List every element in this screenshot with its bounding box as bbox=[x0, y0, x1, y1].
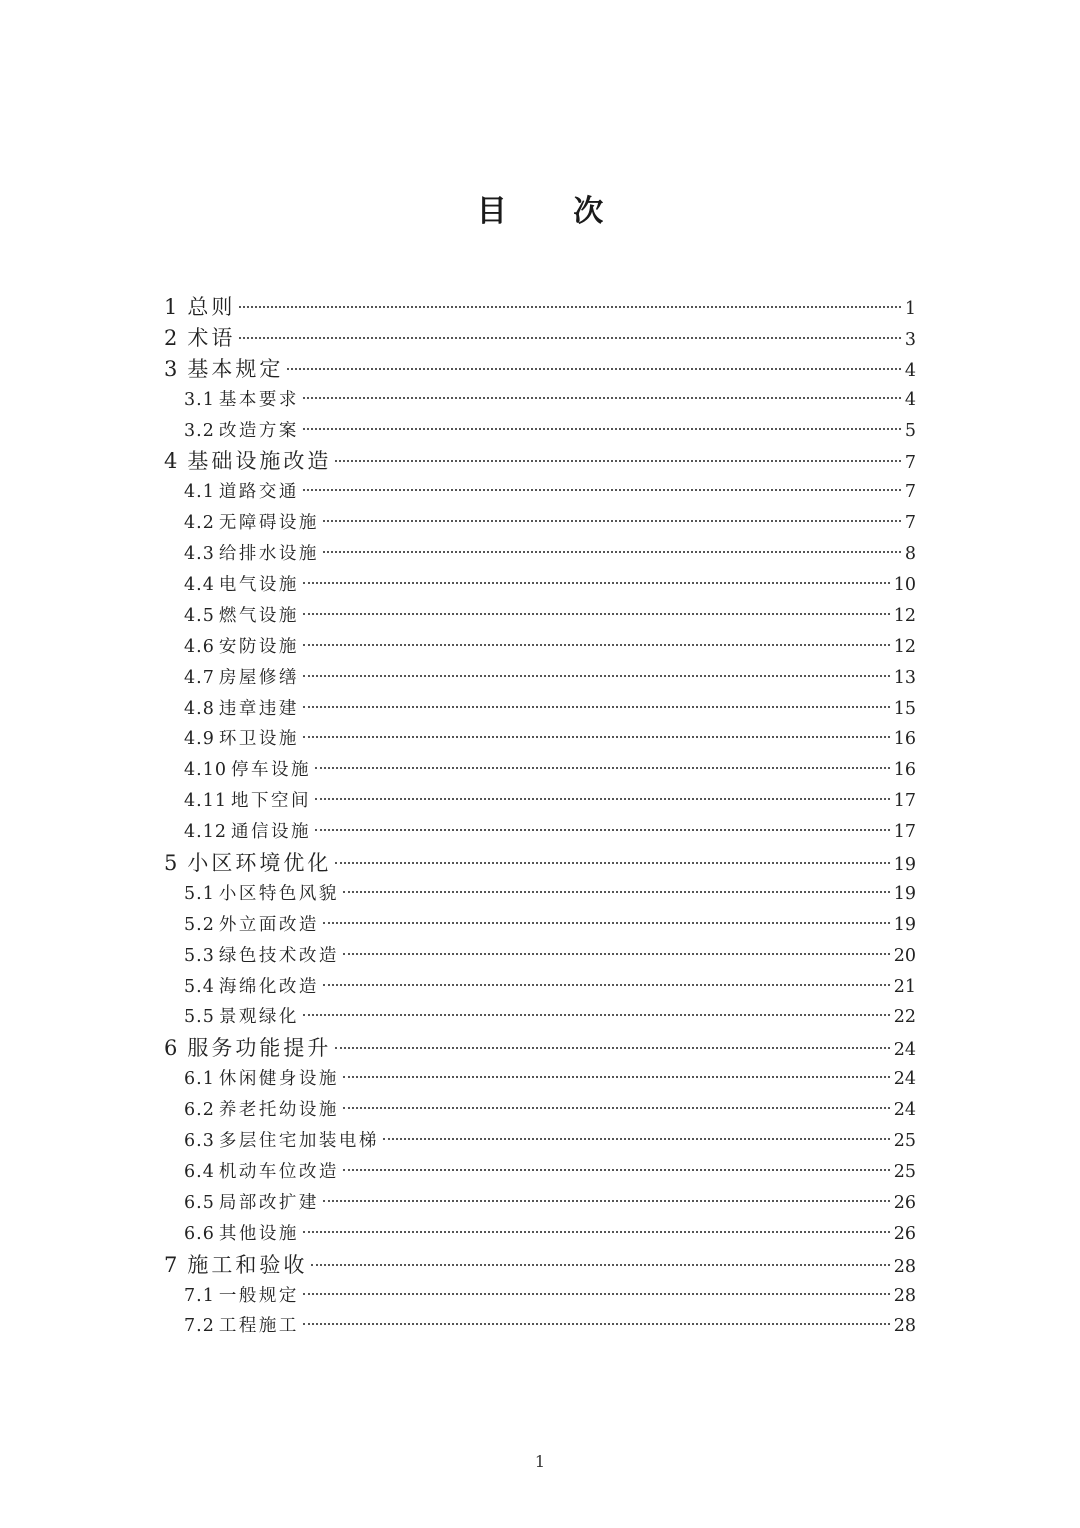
toc-entry-number: 7 bbox=[164, 1252, 178, 1277]
toc-dot-leader bbox=[303, 1014, 890, 1016]
table-of-contents bbox=[164, 292, 916, 1342]
toc-dot-leader bbox=[303, 1231, 890, 1233]
toc-entry-title: 基本规定 bbox=[187, 356, 284, 381]
toc-dot-leader bbox=[303, 397, 901, 399]
toc-entry-number: 1 bbox=[164, 295, 178, 319]
toc-entry-number: 4.4 bbox=[184, 575, 215, 596]
toc-entry-page: 20 bbox=[893, 945, 916, 966]
toc-entry-number: 4.10 bbox=[184, 760, 227, 781]
toc-dot-leader bbox=[315, 829, 890, 831]
toc-entry-page: 8 bbox=[904, 544, 916, 565]
toc-entry-title: 房屋修缮 bbox=[218, 667, 299, 688]
toc-dot-leader bbox=[303, 675, 890, 677]
toc-entry[interactable] bbox=[164, 1126, 916, 1157]
toc-entry-title: 海绵化改造 bbox=[218, 976, 319, 997]
toc-entry-title: 养老托幼设施 bbox=[218, 1100, 339, 1121]
toc-entry-title: 道路交通 bbox=[218, 482, 299, 503]
toc-entry-title: 通信设施 bbox=[230, 822, 311, 843]
toc-entry-number: 2 bbox=[164, 325, 178, 350]
toc-entry-number: 4.11 bbox=[184, 791, 227, 812]
toc-entry-page: 28 bbox=[893, 1316, 916, 1337]
toc-entry-title: 局部改扩建 bbox=[218, 1192, 319, 1213]
toc-entry[interactable] bbox=[164, 323, 916, 354]
toc-dot-leader bbox=[323, 551, 901, 553]
toc-dot-leader bbox=[343, 1076, 890, 1078]
toc-entry-title: 其他设施 bbox=[218, 1223, 299, 1244]
toc-entry-number: 4.7 bbox=[184, 667, 215, 688]
toc-entry-page: 16 bbox=[893, 729, 916, 750]
toc-dot-leader bbox=[343, 953, 890, 955]
toc-dot-leader bbox=[343, 1107, 890, 1109]
toc-entry-page: 12 bbox=[893, 605, 916, 626]
toc-entry-page: 7 bbox=[904, 513, 916, 534]
toc-entry[interactable] bbox=[164, 446, 916, 477]
toc-dot-leader bbox=[343, 891, 890, 893]
toc-entry-title: 服务功能提升 bbox=[187, 1036, 332, 1061]
toc-entry-page: 15 bbox=[893, 698, 916, 719]
toc-entry[interactable] bbox=[164, 1095, 916, 1126]
toc-entry-page: 28 bbox=[893, 1285, 916, 1306]
toc-dot-leader bbox=[303, 1293, 890, 1295]
toc-dot-leader bbox=[303, 489, 901, 491]
toc-entry-title: 无障碍设施 bbox=[218, 513, 319, 534]
toc-entry-title: 休闲健身设施 bbox=[218, 1069, 339, 1090]
toc-entry[interactable] bbox=[164, 755, 916, 786]
toc-entry[interactable] bbox=[164, 601, 916, 632]
toc-entry[interactable] bbox=[164, 786, 916, 817]
toc-entry-number: 5.4 bbox=[184, 976, 215, 997]
toc-dot-leader bbox=[315, 767, 890, 769]
toc-entry-page: 25 bbox=[893, 1161, 916, 1182]
toc-entry-title: 总则 bbox=[187, 295, 236, 319]
toc-entry[interactable] bbox=[164, 539, 916, 570]
toc-entry[interactable] bbox=[164, 941, 916, 972]
toc-entry-number: 6.1 bbox=[184, 1069, 215, 1090]
toc-entry-title: 景观绿化 bbox=[218, 1007, 299, 1028]
toc-dot-leader bbox=[323, 922, 890, 924]
toc-entry-number: 3.2 bbox=[184, 420, 215, 441]
toc-entry-title: 基本要求 bbox=[218, 389, 299, 410]
toc-entry-title: 一般规定 bbox=[218, 1285, 299, 1306]
toc-entry-title: 改造方案 bbox=[218, 420, 299, 441]
toc-entry[interactable] bbox=[164, 817, 916, 848]
toc-entry-number: 4.1 bbox=[184, 482, 215, 503]
toc-entry-number: 5.3 bbox=[184, 945, 215, 966]
toc-entry-number: 6.2 bbox=[184, 1100, 215, 1121]
toc-dot-leader bbox=[323, 984, 890, 986]
toc-entry-number: 7.1 bbox=[184, 1285, 215, 1306]
toc-entry-number: 6 bbox=[164, 1036, 178, 1061]
toc-dot-leader bbox=[383, 1138, 890, 1140]
toc-entry-title: 机动车位改造 bbox=[218, 1161, 339, 1182]
toc-entry[interactable] bbox=[164, 508, 916, 539]
toc-entry[interactable] bbox=[164, 385, 916, 416]
page-title: 目 次 bbox=[476, 194, 632, 229]
toc-entry-number: 5.1 bbox=[184, 883, 215, 904]
toc-entry-page: 3 bbox=[904, 329, 916, 350]
toc-entry[interactable] bbox=[164, 570, 916, 601]
toc-entry[interactable] bbox=[164, 848, 916, 879]
toc-entry-number: 5.2 bbox=[184, 914, 215, 935]
toc-entry-number: 4.5 bbox=[184, 605, 215, 626]
toc-entry-title: 工程施工 bbox=[218, 1316, 299, 1337]
toc-entry-title: 停车设施 bbox=[230, 760, 311, 781]
toc-entry[interactable] bbox=[164, 724, 916, 755]
toc-entry[interactable] bbox=[164, 1064, 916, 1095]
toc-entry-title: 多层住宅加装电梯 bbox=[218, 1131, 379, 1152]
toc-dot-leader bbox=[239, 306, 900, 308]
toc-entry-page: 19 bbox=[893, 914, 916, 935]
toc-entry[interactable] bbox=[164, 477, 916, 508]
toc-entry-title: 小区环境优化 bbox=[187, 851, 332, 876]
toc-entry[interactable] bbox=[164, 292, 916, 323]
toc-entry-title: 小区特色风貌 bbox=[218, 883, 339, 904]
toc-entry[interactable] bbox=[164, 694, 916, 725]
toc-entry-page: 10 bbox=[893, 575, 916, 596]
toc-dot-leader bbox=[287, 368, 900, 370]
toc-entry-title: 燃气设施 bbox=[218, 605, 299, 626]
toc-entry-page: 26 bbox=[893, 1223, 916, 1244]
toc-entry[interactable] bbox=[164, 1157, 916, 1188]
toc-entry-number: 5.5 bbox=[184, 1007, 215, 1028]
toc-entry[interactable] bbox=[164, 1219, 916, 1250]
toc-entry[interactable] bbox=[164, 416, 916, 447]
toc-entry[interactable] bbox=[164, 910, 916, 941]
toc-dot-leader bbox=[303, 736, 890, 738]
toc-entry-title: 安防设施 bbox=[218, 636, 299, 657]
toc-entry-page: 5 bbox=[904, 420, 916, 441]
toc-entry[interactable] bbox=[164, 972, 916, 1003]
toc-entry-number: 4.9 bbox=[184, 729, 215, 750]
toc-dot-leader bbox=[303, 428, 901, 430]
toc-entry-number: 3 bbox=[164, 356, 178, 381]
toc-entry-page: 25 bbox=[893, 1131, 916, 1152]
toc-dot-leader bbox=[335, 1047, 889, 1049]
toc-entry-number: 6.3 bbox=[184, 1131, 215, 1152]
toc-entry[interactable] bbox=[164, 354, 916, 385]
toc-entry-number: 7.2 bbox=[184, 1316, 215, 1337]
toc-entry[interactable] bbox=[164, 1002, 916, 1033]
toc-dot-leader bbox=[343, 1169, 890, 1171]
toc-entry[interactable] bbox=[164, 663, 916, 694]
toc-entry-page: 7 bbox=[904, 453, 916, 474]
toc-entry[interactable] bbox=[164, 632, 916, 663]
toc-dot-leader bbox=[239, 337, 900, 339]
toc-entry-number: 3.1 bbox=[184, 389, 215, 410]
toc-entry-number: 4 bbox=[164, 449, 178, 474]
toc-dot-leader bbox=[303, 706, 890, 708]
toc-entry[interactable] bbox=[164, 879, 916, 910]
toc-dot-leader bbox=[303, 582, 890, 584]
toc-entry-page: 28 bbox=[893, 1256, 916, 1277]
toc-entry-page: 22 bbox=[893, 1007, 916, 1028]
toc-entry[interactable] bbox=[164, 1188, 916, 1219]
toc-dot-leader bbox=[303, 613, 890, 615]
toc-entry-number: 5 bbox=[164, 851, 178, 876]
toc-entry-title: 违章违建 bbox=[218, 698, 299, 719]
toc-entry-page: 17 bbox=[893, 822, 916, 843]
toc-entry-page: 19 bbox=[893, 855, 916, 876]
toc-entry[interactable] bbox=[164, 1250, 916, 1281]
toc-entry-page: 19 bbox=[893, 883, 916, 904]
toc-dot-leader bbox=[303, 1323, 890, 1325]
toc-entry-page: 24 bbox=[893, 1040, 916, 1061]
toc-entry-page: 24 bbox=[893, 1069, 916, 1090]
toc-entry-page: 16 bbox=[893, 760, 916, 781]
toc-entry-title: 电气设施 bbox=[218, 575, 299, 596]
page-number: 1 bbox=[534, 1452, 546, 1471]
toc-entry-title: 施工和验收 bbox=[187, 1252, 308, 1277]
toc-entry-page: 17 bbox=[893, 791, 916, 812]
toc-entry-number: 4.8 bbox=[184, 698, 215, 719]
toc-dot-leader bbox=[335, 862, 889, 864]
toc-entry[interactable] bbox=[164, 1311, 916, 1342]
toc-entry-title: 绿色技术改造 bbox=[218, 945, 339, 966]
toc-entry-title: 环卫设施 bbox=[218, 729, 299, 750]
toc-entry-number: 4.3 bbox=[184, 544, 215, 565]
toc-entry-number: 6.4 bbox=[184, 1161, 215, 1182]
toc-dot-leader bbox=[335, 460, 900, 462]
toc-entry-number: 4.2 bbox=[184, 513, 215, 534]
toc-entry-page: 24 bbox=[893, 1100, 916, 1121]
toc-dot-leader bbox=[323, 1200, 890, 1202]
toc-entry-page: 4 bbox=[904, 360, 916, 381]
toc-entry-page: 4 bbox=[904, 389, 916, 410]
toc-entry[interactable] bbox=[164, 1033, 916, 1064]
toc-entry-page: 1 bbox=[904, 299, 916, 319]
toc-dot-leader bbox=[315, 798, 890, 800]
toc-dot-leader bbox=[323, 520, 901, 522]
toc-entry-title: 地下空间 bbox=[230, 791, 311, 812]
toc-entry[interactable] bbox=[164, 1281, 916, 1312]
toc-entry-number: 6.6 bbox=[184, 1223, 215, 1244]
toc-dot-leader bbox=[311, 1264, 889, 1266]
toc-entry-page: 13 bbox=[893, 667, 916, 688]
toc-entry-number: 4.6 bbox=[184, 636, 215, 657]
toc-entry-page: 7 bbox=[904, 482, 916, 503]
toc-entry-title: 外立面改造 bbox=[218, 914, 319, 935]
toc-entry-page: 21 bbox=[893, 976, 916, 997]
toc-entry-number: 4.12 bbox=[184, 822, 227, 843]
toc-entry-title: 给排水设施 bbox=[218, 544, 319, 565]
toc-entry-title: 术语 bbox=[187, 325, 236, 350]
toc-entry-title: 基础设施改造 bbox=[187, 449, 332, 474]
toc-entry-number: 6.5 bbox=[184, 1192, 215, 1213]
toc-entry-page: 26 bbox=[893, 1192, 916, 1213]
toc-dot-leader bbox=[303, 644, 890, 646]
toc-entry-page: 12 bbox=[893, 636, 916, 657]
